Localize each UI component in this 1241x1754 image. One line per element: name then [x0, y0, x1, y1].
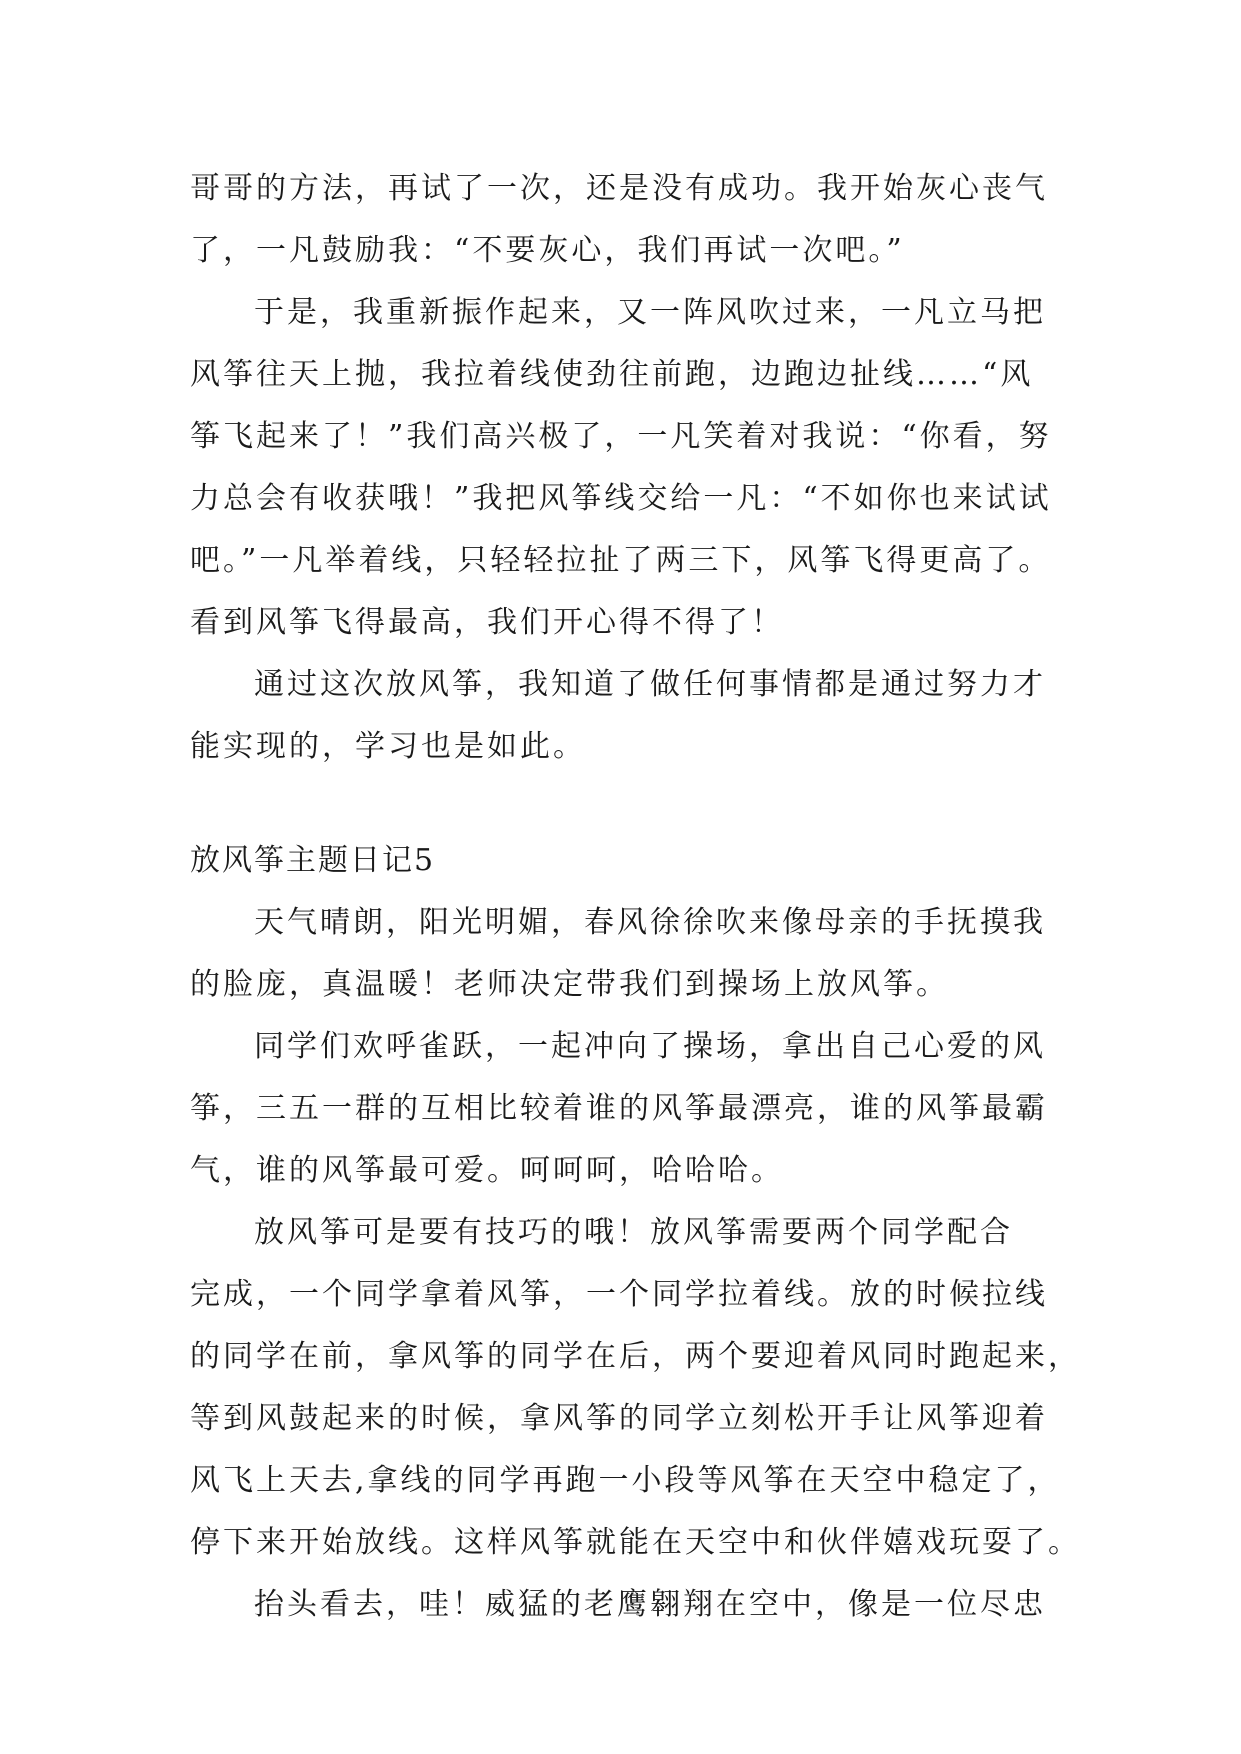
text-line: 气，谁的风筝最可爱。呵呵呵，哈哈哈。: [190, 1153, 784, 1188]
paragraph-start-line: 抬头看去，哇！威猛的老鹰翱翔在空中，像是一位尽忠: [254, 1587, 1046, 1622]
text-line: 风筝往天上抛，我拉着线使劲往前跑，边跑边扯线……“风: [190, 357, 1034, 392]
paragraph-start-line: 于是，我重新振作起来，又一阵风吹过来，一凡立马把: [254, 295, 1046, 330]
paragraph-start-line: 天气晴朗，阳光明媚，春风徐徐吹来像母亲的手抚摸我: [254, 905, 1046, 940]
text-line: 吧。”一凡举着线，只轻轻拉扯了两三下，风筝飞得更高了。: [190, 543, 1052, 578]
text-line: 筝，三五一群的互相比较着谁的风筝最漂亮，谁的风筝最霸: [190, 1091, 1048, 1126]
text-line: 完成，一个同学拿着风筝，一个同学拉着线。放的时候拉线: [190, 1277, 1048, 1312]
paragraph-start-line: 同学们欢呼雀跃，一起冲向了操场，拿出自己心爱的风: [254, 1029, 1046, 1064]
text-line: 等到风鼓起来的时候，拿风筝的同学立刻松开手让风筝迎着: [190, 1401, 1048, 1436]
section-gap: [190, 778, 1070, 830]
text-line: 停下来开始放线。这样风筝就能在天空中和伙伴嬉戏玩耍了。: [190, 1525, 1081, 1560]
text-line: 的脸庞，真温暖！老师决定带我们到操场上放风筝。: [190, 967, 949, 1002]
paragraph-start-line: 放风筝可是要有技巧的哦！放风筝需要两个同学配合: [254, 1215, 1013, 1250]
text-line: 了，一凡鼓励我：“不要灰心，我们再试一次吧。”: [190, 233, 905, 268]
document-page: [190, 158, 1081, 1636]
text-line: 看到风筝飞得最高，我们开心得不得了！: [190, 605, 784, 640]
paragraph-start-line: 通过这次放风筝，我知道了做任何事情都是通过努力才: [254, 667, 1046, 702]
text-line: 力总会有收获哦！”我把风筝线交给一凡：“不如你也来试试: [190, 481, 1052, 516]
section-title: 放风筝主题日记5: [190, 843, 436, 878]
text-line: 哥哥的方法，再试了一次，还是没有成功。我开始灰心丧气: [190, 171, 1048, 206]
text-line: 筝飞起来了！”我们高兴极了，一凡笑着对我说：“你看，努: [190, 419, 1052, 454]
text-line: 的同学在前，拿风筝的同学在后，两个要迎着风同时跑起来，: [190, 1339, 1081, 1374]
text-line: 能实现的，学习也是如此。: [190, 729, 586, 764]
text-line: 风飞上天去,拿线的同学再跑一小段等风筝在天空中稳定了，: [190, 1463, 1061, 1498]
